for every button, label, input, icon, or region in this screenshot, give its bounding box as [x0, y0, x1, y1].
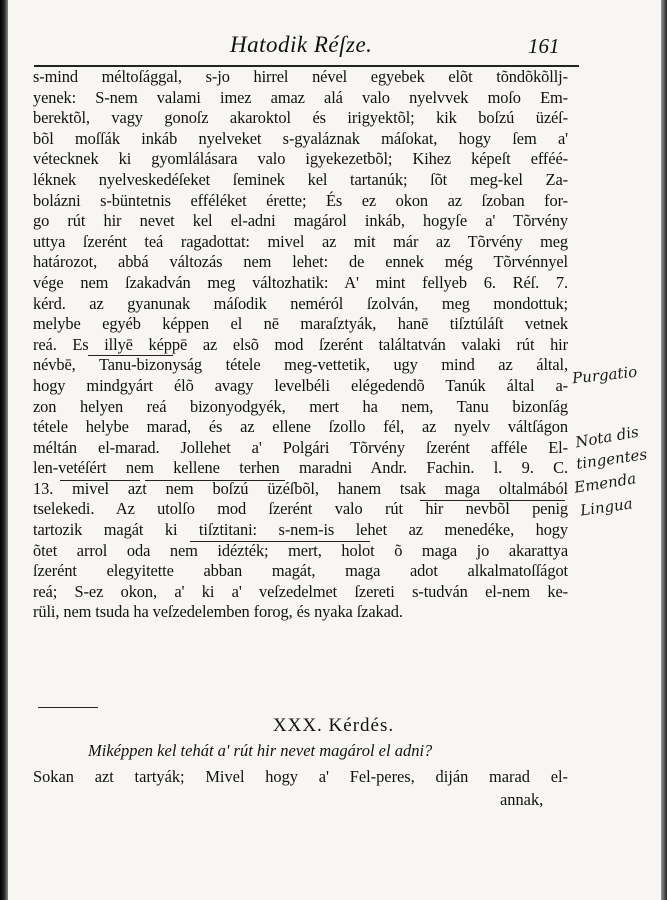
pen-underline: [38, 707, 98, 708]
text-line: yenek: S-nem valami imez amaz alá valo nyelvvek moſo Em-: [33, 87, 568, 107]
text-line: ſzerént elegyitette abban magát, maga adot alkalmatoſſágot: [33, 561, 568, 581]
text-line: melybe egyéb képpen el nē maraſztyák, hanē tiſztúláſt vetnek: [33, 314, 568, 334]
text-line: névbē, Tanu-bizonyság tétele meg-vettetik, ugy mind az által,: [33, 355, 568, 375]
pen-underline: [88, 355, 173, 356]
text-line: len-vetéſért nem kellene terhen maradni Andr. Fachin. l. 9. C.: [33, 458, 568, 478]
text-line: kérd. az gyanunak máſodik neméról ſzolván, meg mondottuk;: [33, 293, 568, 313]
pen-underline: [145, 480, 285, 481]
text-line: 13. mivel azt nem boſzú üzéſbõl, hanem tsak maga oltalmából: [33, 478, 568, 498]
pen-underline: [190, 541, 370, 542]
page-number: 161: [528, 34, 560, 58]
text-line: vétecknek ki gyomlálásara valo igyekezetbõl; Kihez képeſt efféé-: [33, 149, 568, 169]
text-line: go rút hir nevet kel el-adni magárol inkáb, hogyſe a' Tõrvény: [33, 211, 568, 231]
text-line: zon helyen reá bizonyodgyék, mert ha nem, Tanu bizonſág: [33, 396, 568, 416]
page-edge-shadow: [661, 0, 667, 900]
text-line: méltán el-marad. Jollehet a' Polgári Tõrvény ſzerént afféle El-: [33, 437, 568, 457]
text-line: bolázni s-büntetnis efféléket érette; És ez okon az ſzoban for-: [33, 190, 568, 210]
pen-underline: [60, 480, 140, 481]
section-heading: XXX. Kérdés.: [272, 715, 395, 736]
margin-note: Purgatio: [571, 362, 639, 388]
text-line: tselekedi. Az utolſo mod ſzerént valo rút hir nevbõl penig: [33, 499, 568, 519]
question-heading: Miképpen kel tehát a' rút hir nevet magárol el adni?: [88, 741, 433, 760]
text-line: berektõl, vagy gonoſz akaroktol és irigyektõl; kik boſzú üzéſ-: [33, 108, 568, 128]
margin-note: Emenda: [572, 469, 638, 497]
text-line: hogy mindgyárt élõ avagy levelbéli elégedendõ Tanúk által a-: [33, 375, 568, 395]
margin-note: tingentes: [575, 445, 649, 473]
body-text: [33, 67, 568, 623]
text-line: s-mind méltoſággal, s-jo hirrel nével egyebek elõt tõndõkõllj-: [33, 67, 568, 86]
text-line: határozot, abbá változás nem lehet: de ennek még Tõrvénnyel: [33, 252, 568, 272]
text-line: rüli, nem tsuda ha veſzedelemben forog, és nyaka ſzakad.: [33, 602, 403, 622]
catchword: annak,: [500, 790, 544, 809]
answer-text: Sokan azt tartyák; Mivel hogy a' Fel-peres, diján marad el-: [33, 767, 568, 786]
gutter-shadow: [0, 0, 8, 900]
pen-underline: [420, 500, 565, 501]
text-line: vége nem ſzakadván meg változhatik: A' mint fellyeb 6. Réſ. 7.: [33, 272, 568, 292]
margin-note: Nota dis: [573, 422, 641, 452]
running-head: [0, 30, 667, 60]
text-line: bõl moſſák inkáb nyelveket s-gyaláznak máſokat, hogy ſem a': [33, 128, 568, 148]
text-line: léknek nyelveskedéſeket ſeminek kel tartanúk; ſõt meg-kel Za-: [33, 169, 568, 189]
text-line: õtet arrol oda nem idézték; mert, holot õ maga jo akarattya: [33, 540, 568, 560]
text-line: reá. Es illyē képpē az elsõ mod ſzerént találtatván valaki rút hir: [33, 334, 568, 354]
text-line: tartozik magát ki tiſztitani: s-nem-is lehet az menedéke, hogy: [33, 520, 568, 540]
running-title: Hatodik Réſze.: [230, 32, 373, 57]
margin-note: Lingua: [579, 494, 634, 520]
text-line: uttya ſzerént teá ragadottat: mivel az mit már az Tõrvény meg: [33, 231, 568, 251]
text-line: tétele helybe marad, és az ellene ſzollo fél, az nyelv váltſágon: [33, 417, 568, 437]
text-line: reá; S-ez okon, a' ki a' veſzedelmet ſzereti s-tudván el-nem ke-: [33, 581, 568, 601]
